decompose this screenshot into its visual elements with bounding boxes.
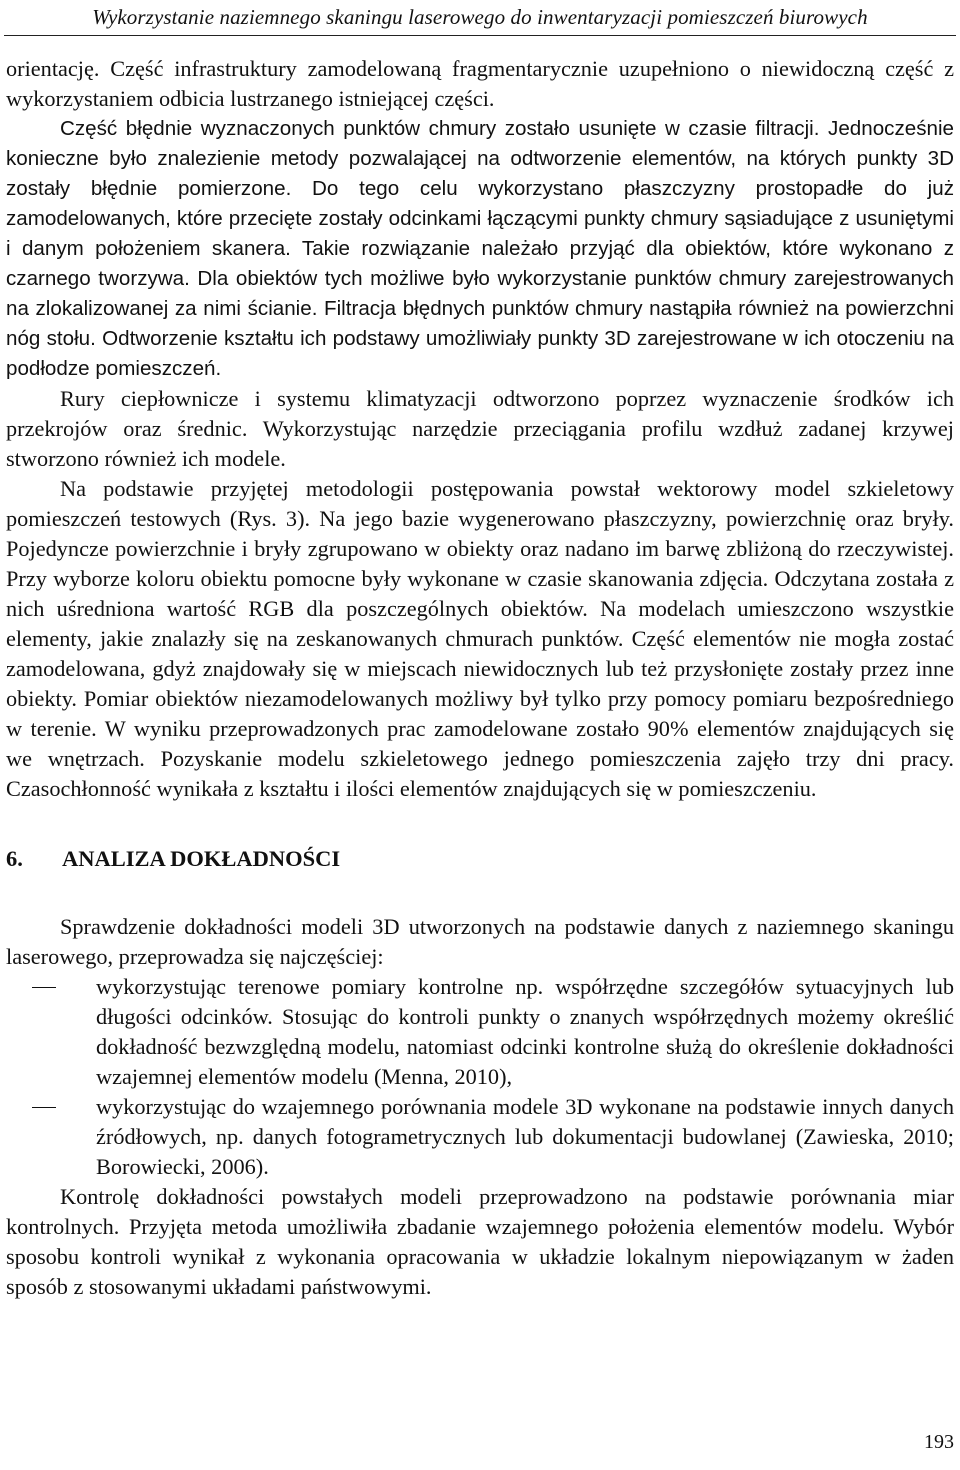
- closing-paragraph: Kontrolę dokładności powstałych modeli przeprowadzono na podstawie porównania miar kontrolnych. Przyjęta metoda umożliwiła zbadanie wzajemnego położenia elementów modelu. Wybór sposobu kontroli wynikał z wykonania opracowania w układzie lokalnym niepowiązanym w żaden sposób z stosowanymi układami państwowymi.: [6, 1184, 954, 1299]
- page-number: 193: [924, 1431, 954, 1453]
- section-number: 6.: [6, 846, 23, 871]
- paragraph-model: Na podstawie przyjętej metodologii postępowania powstał wektorowy model szkieletowy pomieszczeń testowych (Rys. 3). Na jego bazie wygenerowano płaszczyzny, powierzchnię oraz bryły. Pojedyncze powierzchnie i bryły zgrupowano w obiekty oraz nadano im barwę zbliżoną do rzeczywistej. Przy wyborze koloru obiektu pomocne były wykonane w czasie skanowania zdjęcia. Odczytana została z nich uśredniona wartość RGB dla poszczególnych obiektów. Na modelach umieszczono wszystkie elementy, jakie znalazły się na zeskanowanych chmurach punktów. Część elementów nie mogła zostać zamodelowana, gdyż znajdowały się w miejscach niewidocznych lub też przysłonięte zostały przez inne obiekty. Pomiar obiektów niezamodelowanych możliwy był tylko przy pomocy pomiaru bezpośredniego w terenie. W wyniku przeprowadzonych prac zamodelowane zostało 90% elementów znajdujących się we wnętrzach. Pozyskanie modelu szkieletowego jednego pomieszczenia zajęło trzy dni pracy. Czasochłonność wynikała z kształtu i ilości elementów znajdujących się w pomieszczeniu.: [6, 476, 954, 801]
- header-divider: [4, 35, 956, 36]
- list-item: [6, 972, 954, 1092]
- paragraph-filtering: Część błędnie wyznaczonych punktów chmury zostało usunięte w czasie filtracji. Jednocześnie konieczne było znalezienie metody pozwalającej na odtworzenie elementów, na których punkty 3D zostały błędnie pomierzone. Do tego celu wykorzystano płaszczyzny prostopadłe do już zamodelowanych, które przecięte zostały odcinkami łączącymi punkty chmury sąsiadujące z usuniętymi i danym położeniem skanera. Takie rozwiązanie należało przyjąć dla obiektów, które wykonano z czarnego tworzywa. Dla obiektów tych możliwe było wykorzystanie punktów chmury zarejestrowanych na zlokalizowanej za nimi ścianie. Filtracja błędnych punktów chmury nastąpiła również na powierzchni nóg stołu. Odtworzenie kształtu ich podstawy umożliwiały punkty 3D zarejestrowane w ich otoczeniu na podłodze pomieszczeń.: [6, 117, 954, 380]
- body-text: [6, 54, 954, 1302]
- dash-bullet-icon: [32, 987, 56, 988]
- list-item-text: wykorzystując terenowe pomiary kontrolne np. współrzędne szczegółów sytuacyjnych lub długości odcinków. Stosując do kontroli punkty o znanych współrzędnych możemy określić dokładność bezwzględną modelu, natomiast odcinki kontrolne służą do określenie dokładności wzajemnej elementów modelu (Menna, 2010),: [96, 974, 954, 1089]
- paragraph-pipes: Rury ciepłownicze i systemu klimatyzacji odtworzono poprzez wyznaczenie środków ich przekrojów oraz średnic. Wykorzystując narzędzie przeciągania profilu wzdłuż zadanej krzywej stworzono również ich modele.: [6, 386, 954, 471]
- method-list: [6, 972, 954, 1182]
- paragraph-continued: orientację. Część infrastruktury zamodelowaną fragmentarycznie uzupełniono o niewidoczną część z wykorzystaniem odbicia lustrzanego istniejącej części.: [6, 56, 954, 111]
- section-heading: [6, 844, 954, 874]
- section-title: ANALIZA DOKŁADNOŚCI: [62, 846, 341, 871]
- list-item: [6, 1092, 954, 1182]
- section-intro: Sprawdzenie dokładności modeli 3D utworzonych na podstawie danych z naziemnego skaningu laserowego, przeprowadza się najczęściej:: [6, 914, 954, 969]
- list-item-text: wykorzystując do wzajemnego porównania modele 3D wykonane na podstawie innych danych źródłowych, np. danych fotogrametrycznych lub dokumentacji budowlanej (Zawieska, 2010; Borowiecki, 2006).: [96, 1094, 954, 1179]
- dash-bullet-icon: [32, 1107, 56, 1108]
- running-title: Wykorzystanie naziemnego skaningu laserowego do inwentaryzacji pomieszczeń biurowych: [92, 5, 868, 29]
- running-header: [0, 0, 960, 40]
